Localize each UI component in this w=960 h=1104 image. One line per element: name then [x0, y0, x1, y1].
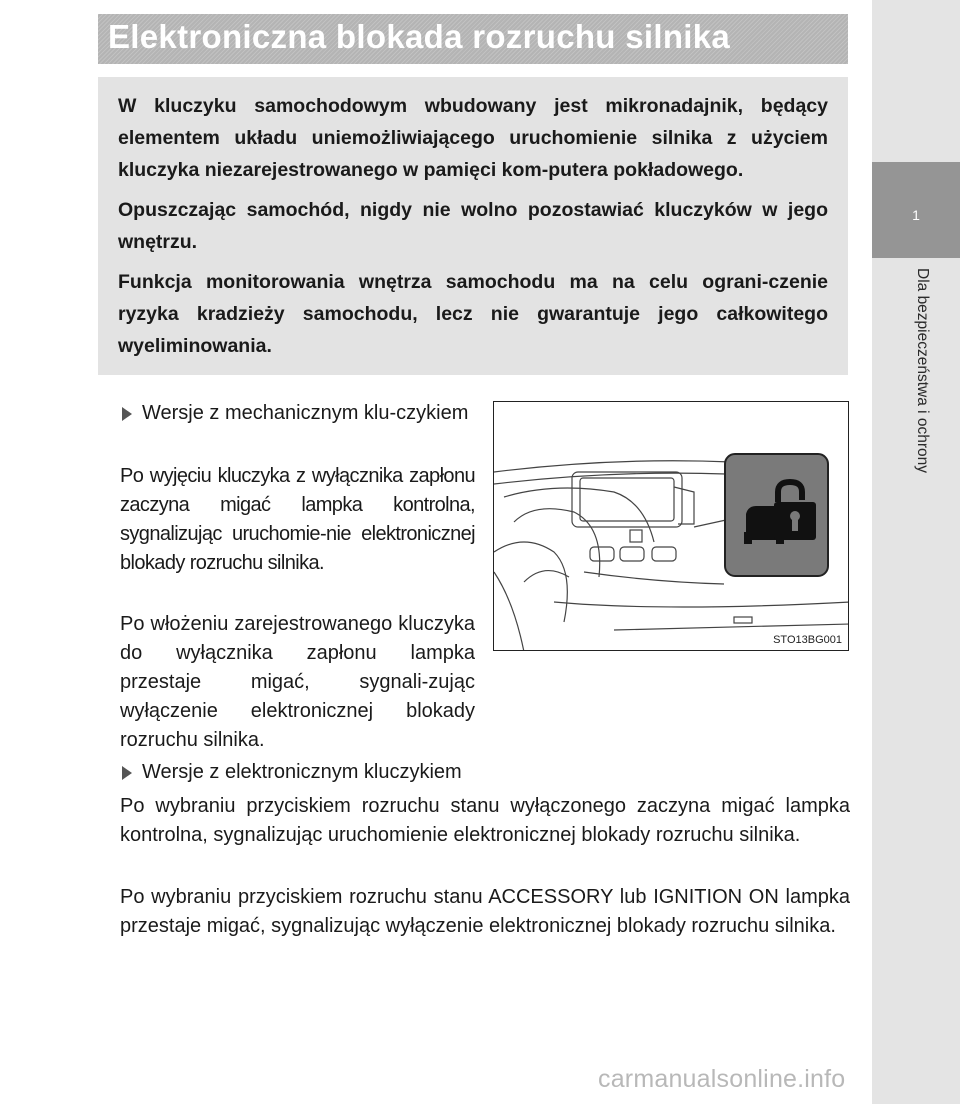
chapter-number: 1: [912, 207, 920, 223]
dashboard-drawing: [494, 402, 849, 651]
intro-paragraph-3: Funkcja monitorowania wnętrza samochodu ma na celu ograni-czenie ryzyka kradzieży samochodu, lecz nie gwarantuje jego całkowitego wyeliminowania.: [118, 271, 828, 357]
title-bar: [98, 14, 848, 64]
watermark: carmanualsonline.info: [598, 1065, 846, 1093]
mechanical-key-heading-text: Wersje z mechanicznym klu-czykiem: [142, 402, 469, 424]
electronic-key-paragraph-1: Po wybraniu przyciskiem rozruchu stanu wyłączonego zaczyna migać lampka kontrolna, sygnalizując uruchomienie elektronicznej blokady rozruchu silnika.: [120, 795, 850, 846]
electronic-key-heading: [120, 758, 850, 787]
intro-paragraph-2: Opuszczając samochód, nigdy nie wolno pozostawiać kluczyków w jego wnętrzu.: [118, 199, 828, 253]
bullet-triangle-icon: [122, 407, 132, 421]
intro-paragraph-1: W kluczyku samochodowym wbudowany jest mikronadajnik, będący elementem układu uniemożliwiającego uruchomienie silnika z użyciem kluczyka niezarejestrowanego w pamięci kom-putera pokładowego.: [118, 95, 828, 181]
chapter-tab: [872, 162, 960, 258]
mechanical-key-paragraph-2: Po włożeniu zarejestrowanego kluczyka do wyłącznika zapłonu lampka przestaje migać, sygnali-zując wyłączenie elektronicznej blokady rozruchu silnika.: [120, 613, 475, 751]
mechanical-key-paragraph-1: Po wyjęciu kluczyka z wyłącznika zapłonu zaczyna migać lampka kontrolna, sygnalizując uruchomie-nie elektronicznej blokady rozruchu silnika.: [120, 465, 475, 574]
illustration-code: STO13BG001: [773, 634, 842, 646]
intro-box: [98, 77, 848, 375]
side-tab: [872, 0, 960, 1104]
dashboard-illustration: [493, 401, 849, 651]
bullet-triangle-icon: [122, 766, 132, 780]
electronic-key-paragraph-2: Po wybraniu przyciskiem rozruchu stanu ACCESSORY lub IGNITION ON lampka przestaje migać, sygnalizując wyłączenie elektronicznej blokady rozruchu silnika.: [120, 886, 850, 937]
page-title: Elektroniczna blokada rozruchu silnika: [108, 18, 731, 55]
mechanical-key-heading: [120, 399, 475, 428]
section-label: Dla bezpieczeństwa i ochrony: [914, 268, 931, 474]
electronic-key-heading-text: Wersje z elektronicznym kluczykiem: [142, 761, 462, 783]
